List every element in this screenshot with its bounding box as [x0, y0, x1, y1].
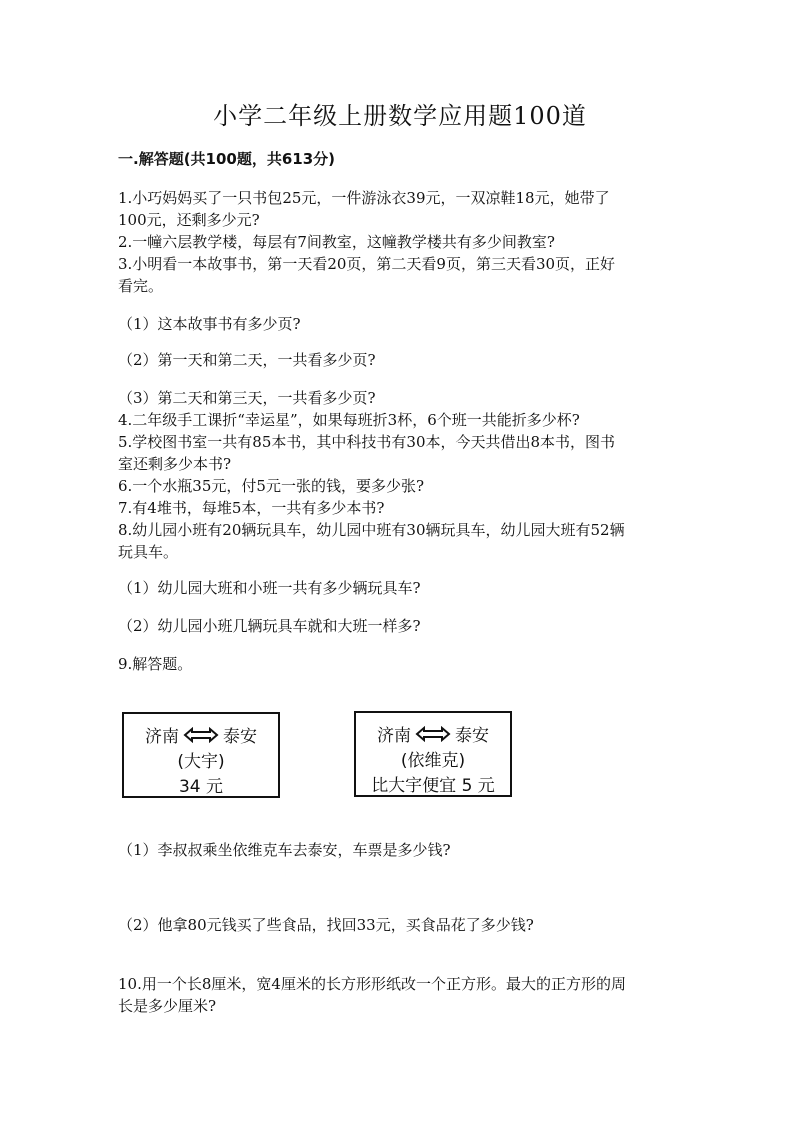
question-3-sub-1: （1）这本故事书有多少页?	[118, 315, 301, 333]
question-6: 6.一个水瓶35元，付5元一张的钱，要多少张?	[118, 477, 424, 495]
sign-from-label: 济南	[377, 726, 411, 746]
question-1-line-2: 100元，还剩多少元?	[118, 211, 260, 229]
question-3-line-1: 3.小明看一本故事书，第一天看20页，第二天看9页，第三天看30页，正好	[118, 255, 616, 273]
question-9-sub-1: （1）李叔叔乘坐依维克车去泰安，车票是多少钱?	[118, 841, 451, 859]
section-heading: 一.解答题(共100题，共613分)	[118, 150, 336, 168]
question-8-line-2: 玩具车。	[118, 543, 179, 561]
question-4: 4.二年级手工课折“幸运星”，如果每班折3杯，6个班一共能折多少杯?	[118, 411, 580, 429]
ticket-sign-iveco	[354, 711, 512, 797]
question-3-sub-3: （3）第二天和第三天，一共看多少页?	[118, 389, 376, 407]
sign-price-label: 34 元	[178, 777, 224, 797]
page-title: 小学二年级上册数学应用题100道	[213, 102, 587, 130]
question-5-line-2: 室还剩多少本书?	[118, 455, 232, 473]
question-1-line-1: 1.小巧妈妈买了一只书包25元，一件游泳衣39元，一双凉鞋18元，她带了	[118, 189, 610, 207]
question-8-sub-2: （2）幼儿园小班几辆玩具车就和大班一样多?	[118, 617, 421, 635]
double-arrow-icon	[183, 727, 219, 743]
sign-price-label: 比大宇便宜 5 元	[371, 776, 495, 796]
question-9: 9.解答题。	[118, 655, 193, 673]
question-3-sub-2: （2）第一天和第二天，一共看多少页?	[118, 351, 376, 369]
sign-to-label: 泰安	[223, 727, 257, 747]
question-5-line-1: 5.学校图书室一共有85本书，其中科技书有30本，今天共借出8本书，图书	[118, 433, 616, 451]
question-2: 2.一幢六层教学楼，每层有7间教室，这幢教学楼共有多少间教室?	[118, 233, 555, 251]
ticket-sign-dayu	[122, 712, 280, 798]
question-8-sub-1: （1）幼儿园大班和小班一共有多少辆玩具车?	[118, 579, 421, 597]
question-8-line-1: 8.幼儿园小班有20辆玩具车，幼儿园中班有30辆玩具车，幼儿园大班有52辆	[118, 521, 625, 539]
question-3-line-2: 看完。	[118, 277, 164, 295]
sign-from-label: 济南	[145, 727, 179, 747]
sign-vehicle-label: (大宇)	[177, 752, 225, 772]
double-arrow-icon	[415, 726, 451, 742]
question-10-line-2: 长是多少厘米?	[118, 997, 217, 1015]
sign-vehicle-label: (依维克)	[400, 751, 466, 771]
sign-to-label: 泰安	[455, 726, 489, 746]
question-7: 7.有4堆书，每堆5本，一共有多少本书?	[118, 499, 385, 517]
question-10-line-1: 10.用一个长8厘米，宽4厘米的长方形形纸改一个正方形。最大的正方形的周	[118, 975, 626, 993]
question-9-sub-2: （2）他拿80元钱买了些食品，找回33元，买食品花了多少钱?	[118, 916, 534, 934]
